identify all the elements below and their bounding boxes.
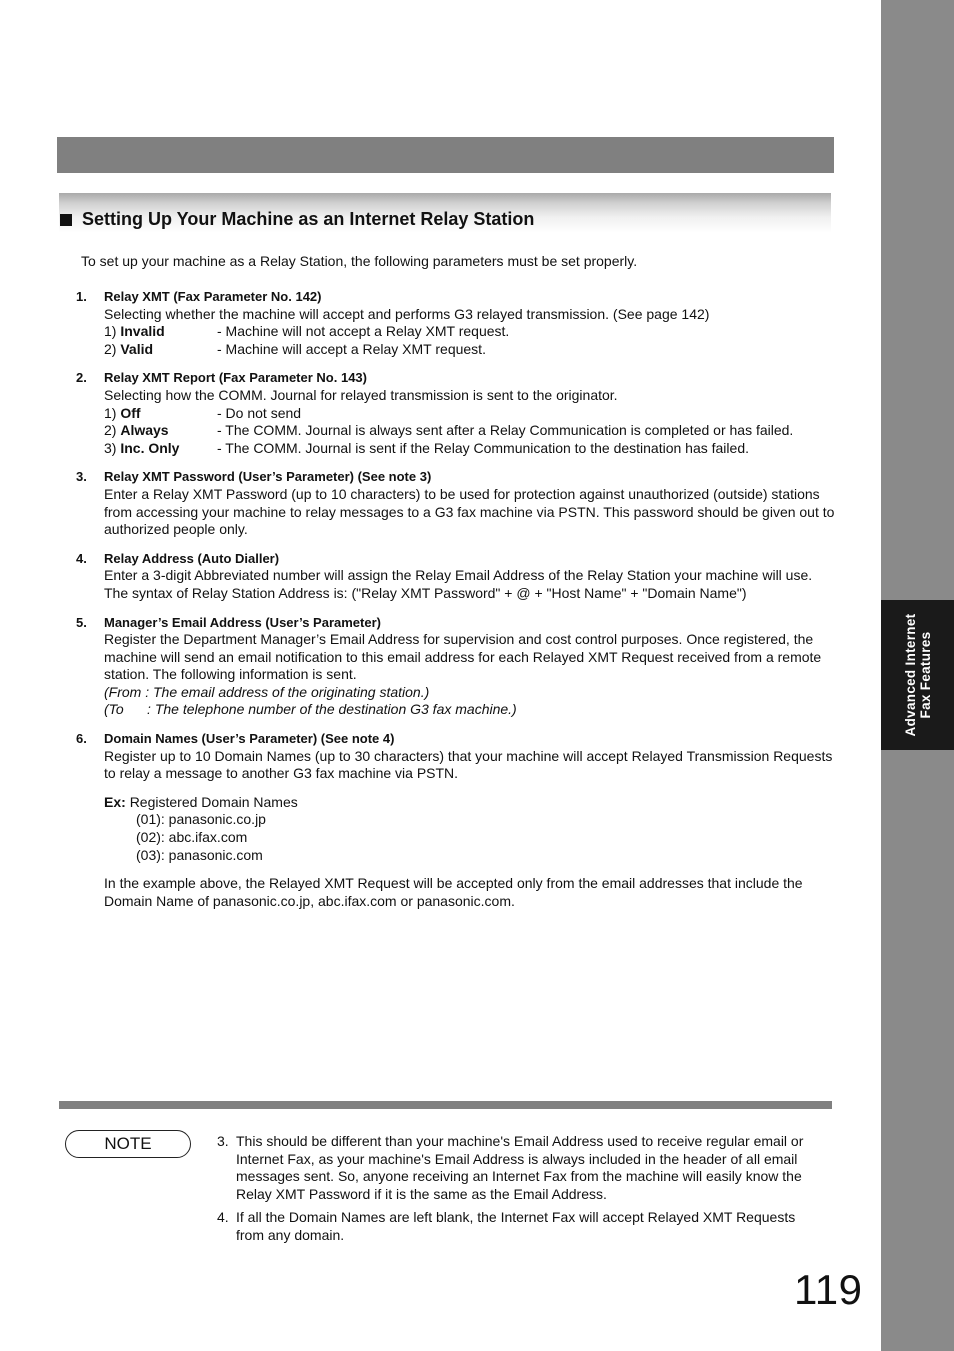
item-title: Domain Names (User’s Parameter) (See note 4) — [104, 731, 395, 747]
option-name: Invalid — [120, 323, 165, 340]
option-name: Inc. Only — [120, 439, 180, 456]
intro-text: To set up your machine as a Relay Station, the following parameters must be set properly. — [81, 253, 638, 269]
option-desc: - The COMM. Journal is always sent after a Relay Communication is completed or has failed. — [217, 422, 794, 439]
note-badge: NOTE — [65, 1130, 191, 1158]
option-name: Valid — [120, 340, 154, 357]
option-desc: - The COMM. Journal is sent if the Relay Communication to the destination has failed. — [217, 439, 749, 456]
example-label: Ex: — [104, 793, 126, 810]
note-item — [217, 1133, 827, 1203]
note-number: 4. — [217, 1209, 229, 1226]
chapter-tab-label — [903, 614, 933, 737]
example-text: Registered Domain Names — [129, 793, 298, 810]
example-block — [104, 794, 836, 864]
footer-rule — [59, 1101, 832, 1109]
item-number: 1. — [76, 289, 87, 304]
option-name: Always — [120, 422, 169, 439]
option-row: 3) Inc. Only - The COMM. Journal is sent if the Relay Communication to the destination has failed. — [104, 439, 749, 456]
option-desc: - Do not send — [217, 404, 302, 421]
item-title: Relay XMT (Fax Parameter No. 142) — [104, 289, 322, 304]
list-item — [76, 468, 836, 538]
item-title: Relay XMT Password (User’s Parameter) (See note 3) — [104, 469, 432, 485]
item-description: Selecting how the COMM. Journal for relayed transmission is sent to the originator. — [104, 386, 618, 403]
item-title: Relay Address (Auto Dialler) — [104, 550, 280, 566]
note-item — [217, 1209, 827, 1244]
chapter-tab-line1: Advanced Internet — [902, 613, 918, 737]
notes-list — [217, 1133, 827, 1251]
info-from: (From : The email address of the originating station.) — [104, 683, 430, 700]
option-row: 1) Invalid - Machine will not accept a Relay XMT request. — [104, 323, 510, 340]
square-bullet-icon — [60, 214, 72, 226]
option-row: 2) Always - The COMM. Journal is always sent after a Relay Communication is completed or has failed. — [104, 422, 794, 439]
item-description: Selecting whether the machine will accept and performs G3 relayed transmission. (See page 142) — [104, 305, 710, 322]
option-row: 1) Off - Do not send — [104, 404, 302, 421]
note-text: This should be different than your machine's Email Address used to receive regular email or Internet Fax, as your machine's Email Address is always included in the header of all email messages sent. So, anyone receiving an Internet Fax from the machine will easily know the Relay XMT Password if it is the same as the Email Address. — [236, 1133, 804, 1202]
note-text: If all the Domain Names are left blank, the Internet Fax will accept Relayed XMT Requests from any domain. — [236, 1209, 796, 1243]
list-item — [76, 730, 836, 910]
item-description: Enter a Relay XMT Password (up to 10 characters) to be used for protection against unauthorized (outside) stations from accessing your machine to relay messages to a G3 fax machine via PSTN. This password should be given out to authorized people only. — [104, 485, 835, 538]
option-name: Off — [120, 404, 141, 421]
list-item — [76, 369, 836, 457]
parameter-list — [76, 288, 836, 921]
option-desc: - Machine will not accept a Relay XMT request. — [217, 323, 510, 340]
section-title-text: Setting Up Your Machine as an Internet Relay Station — [82, 209, 535, 229]
chapter-tab-line2: Fax Features — [917, 631, 933, 719]
item-title: Manager’s Email Address (User’s Parameter) — [104, 614, 381, 630]
item-number: 4. — [76, 550, 87, 566]
section-title — [59, 209, 534, 230]
option-desc: - Machine will accept a Relay XMT request. — [217, 340, 486, 357]
chapter-tab — [881, 600, 954, 750]
item-description: Register up to 10 Domain Names (up to 30 characters) that your machine will accept Relayed Transmission Requests to relay a message to another G3 fax machine via PSTN. — [104, 747, 833, 782]
item-number: 3. — [76, 469, 87, 485]
item-number: 5. — [76, 614, 87, 630]
example-entry: (02): abc.ifax.com — [136, 829, 248, 846]
header-bar — [57, 137, 834, 173]
example-explanation: In the example above, the Relayed XMT Request will be accepted only from the email addresses that include the Domain Name of panasonic.co.jp, abc.ifax.com or panasonic.com. — [104, 875, 803, 909]
page-number: 119 — [794, 1266, 863, 1313]
item-title: Relay XMT Report (Fax Parameter No. 143) — [104, 370, 367, 386]
list-item — [76, 614, 836, 720]
item-number: 2. — [76, 370, 87, 386]
list-item — [76, 288, 836, 358]
example-entry: (01): panasonic.co.jp — [136, 811, 266, 828]
note-number: 3. — [217, 1133, 229, 1149]
item-number: 6. — [76, 731, 87, 747]
item-description: Register the Department Manager’s Email Address for supervision and cost control purposes. Once registered, the machine will send an email notification to this email address for each Relayed XMT Request received from a remote station. The following information is sent. — [104, 631, 822, 683]
item-description: Enter a 3-digit Abbreviated number will assign the Relay Email Address of the Relay Station your machine will use. The syntax of Relay Station Address is: ("Relay XMT Password" + @ + "Host Name" + "Domain Name") — [104, 567, 813, 601]
option-row: 2) Valid - Machine will accept a Relay XMT request. — [104, 340, 486, 357]
example-entry: (03): panasonic.com — [136, 846, 263, 863]
info-to: (To : The telephone number of the destination G3 fax machine.) — [104, 701, 517, 718]
list-item — [76, 550, 836, 603]
